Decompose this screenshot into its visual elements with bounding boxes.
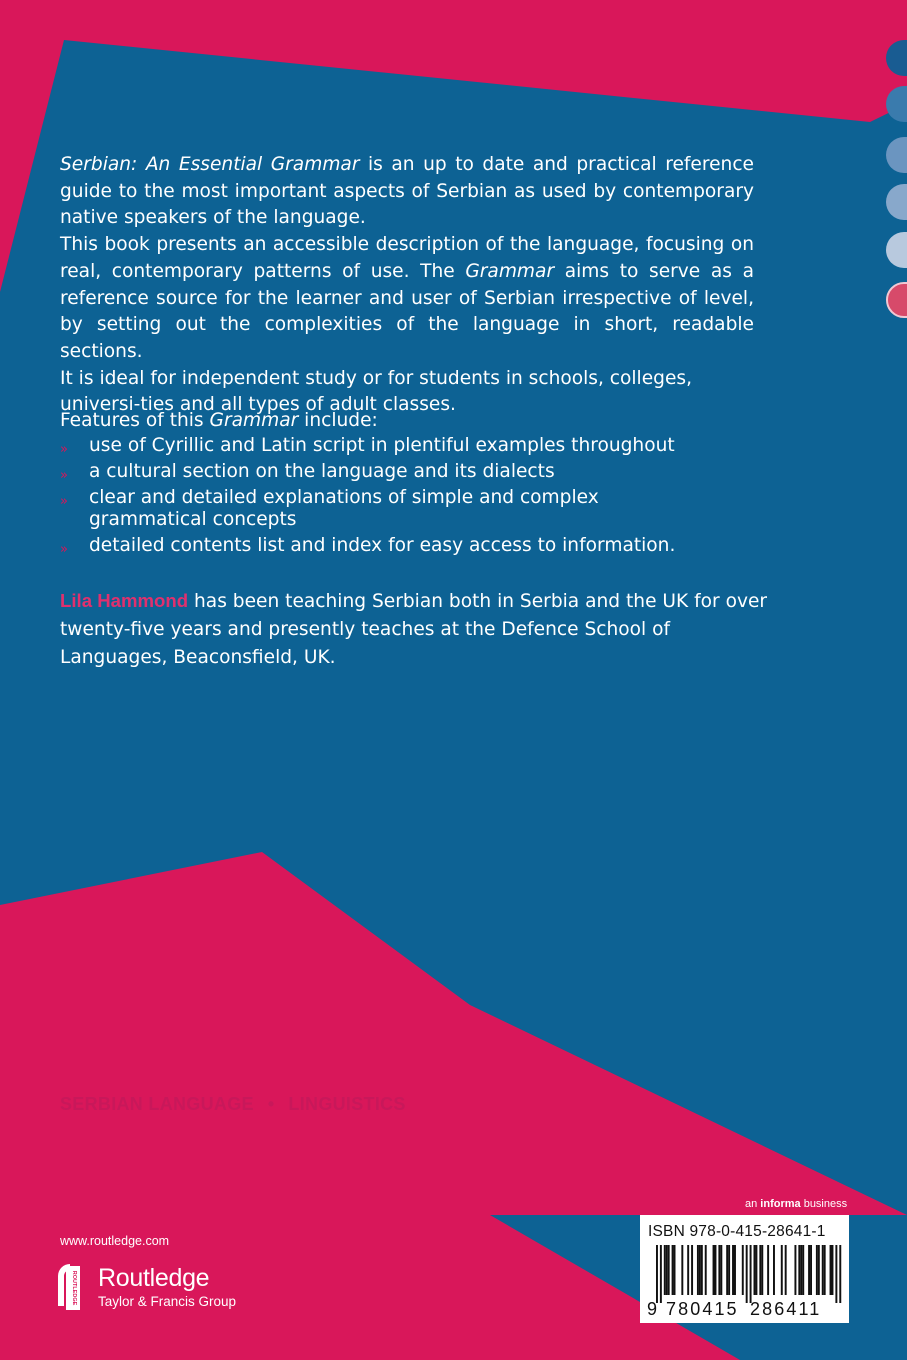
barcode-bar	[767, 1245, 769, 1295]
list-item: » clear and detailed explanations of simple and complex grammatical concepts	[60, 487, 599, 530]
barcode-bar	[773, 1245, 775, 1295]
blurb	[60, 152, 754, 419]
features-list	[60, 435, 760, 561]
isbn-number: ISBN 978-0-415-28641-1	[648, 1223, 826, 1240]
informa-tagline: an informa business	[745, 1198, 848, 1210]
barcode-bar	[732, 1245, 734, 1295]
list-item: » detailed contents list and index for easy access to information.	[60, 535, 760, 557]
barcode-bar	[720, 1245, 722, 1295]
blurb-paragraph-2: This book presents an accessible description of the language, focusing on real, contemporary patterns of use. The Grammar aims to serve as a reference source for the learner and user of Serbian irrespective of level, by setting out the complexities of the language in short, readable sections.	[60, 234, 754, 362]
barcode-bar	[699, 1245, 701, 1295]
barcode-bar	[687, 1245, 689, 1295]
barcode-bar	[818, 1245, 820, 1295]
bullet-icon: »	[60, 494, 68, 509]
book-title: Serbian: An Essential Grammar	[60, 154, 360, 175]
bullet-icon: »	[60, 542, 68, 557]
barcode-bar	[785, 1245, 787, 1295]
subject-categories	[60, 1094, 406, 1115]
barcode-bar	[832, 1245, 834, 1295]
publisher-name: Routledge	[98, 1264, 210, 1292]
barcode-bar	[800, 1245, 802, 1295]
barcode-bar	[816, 1245, 818, 1295]
list-item: » a cultural section on the language and its dialects	[60, 461, 760, 483]
barcode-bar	[794, 1245, 796, 1295]
barcode-bar	[808, 1245, 810, 1295]
logo-vertical-text: ROUTLEDGE	[71, 1270, 77, 1306]
author-bio: Lila Hammond has been teaching Serbian both in Serbia and the UK for over twenty-five years and presently teaches at the Defence School of Languages, Beaconsfield, UK.	[60, 590, 768, 668]
blurb-paragraph-3: It is ideal for independent study or for students in schools, colleges, universi-ties and all types of adult classes.	[60, 367, 693, 416]
barcode-bar	[668, 1245, 670, 1295]
barcode-bar	[656, 1245, 658, 1303]
publisher-group: Taylor & Francis Group	[98, 1294, 237, 1309]
barcode-bar	[660, 1245, 662, 1303]
barcode-bar	[728, 1245, 730, 1295]
barcode-group-2: 286411	[750, 1299, 822, 1319]
barcode-bar	[822, 1245, 824, 1295]
barcode-bar	[672, 1245, 674, 1295]
barcode-bar	[761, 1245, 763, 1295]
barcode-bar	[750, 1245, 752, 1303]
features-intro: Features of this Grammar include:	[60, 410, 378, 431]
barcode-bar	[824, 1245, 826, 1295]
barcode-bar	[835, 1245, 837, 1303]
barcode-bar	[664, 1245, 666, 1295]
barcode-bar	[666, 1245, 668, 1295]
barcode-bar	[830, 1245, 832, 1295]
routledge-logo-icon	[56, 1262, 86, 1312]
separator-dot: •	[267, 1094, 275, 1114]
barcode-bar	[715, 1245, 717, 1295]
bullet-icon: »	[60, 442, 68, 457]
barcode-bar	[674, 1245, 676, 1295]
subject-linguistics: LINGUISTICS	[288, 1094, 406, 1114]
barcode-bar	[705, 1245, 707, 1295]
barcode-bar	[691, 1245, 693, 1295]
barcode-bar	[742, 1245, 744, 1295]
barcode-bar	[734, 1245, 736, 1295]
barcode-bar	[701, 1245, 703, 1295]
bullet-icon: »	[60, 468, 68, 483]
author-name: Lila Hammond	[60, 590, 189, 611]
barcode-bar	[810, 1245, 812, 1295]
barcode-first-digit: 9	[647, 1299, 658, 1319]
barcode	[640, 1215, 849, 1323]
barcode-bar	[681, 1245, 683, 1295]
barcode-bar	[754, 1245, 756, 1295]
blurb-paragraph-1: Serbian: An Essential Grammar is an up to date and practical reference guide to the most important aspects of Serbian as used by contemporary native speakers of the language.	[60, 154, 754, 229]
publisher-logo	[56, 1260, 256, 1316]
barcode-bar	[839, 1245, 841, 1303]
barcode-bar	[746, 1245, 748, 1303]
barcode-bar	[718, 1245, 720, 1295]
barcode-bar	[802, 1245, 804, 1295]
barcode-group-1: 780415	[666, 1299, 739, 1319]
barcode-bar	[713, 1245, 715, 1295]
list-item: » use of Cyrillic and Latin script in plentiful examples throughout	[60, 435, 760, 457]
barcode-bar	[697, 1245, 699, 1295]
barcode-bar	[759, 1245, 761, 1295]
barcode-bars	[646, 1245, 843, 1303]
publisher-website[interactable]: www.routledge.com	[60, 1234, 170, 1248]
barcode-bar	[781, 1245, 783, 1295]
barcode-bar	[798, 1245, 800, 1295]
barcode-bar	[726, 1245, 728, 1295]
barcode-bar	[755, 1245, 757, 1295]
subject-serbian-language: SERBIAN LANGUAGE	[60, 1094, 254, 1114]
